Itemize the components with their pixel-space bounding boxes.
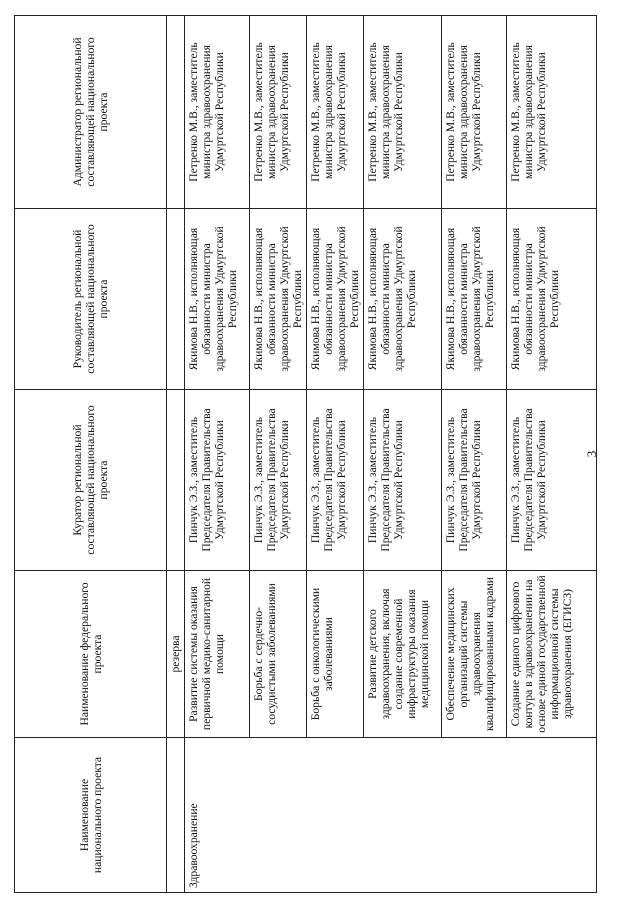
federal-project-name: Развитие системы оказания первичной медико-санитарной помощи xyxy=(185,571,250,738)
head-cell: Якимова Н.В., исполняющая обязанности министра здравоохранения Удмуртской Республики xyxy=(307,209,364,390)
table-cell xyxy=(167,209,185,390)
table-cell xyxy=(167,390,185,571)
head-cell: Якимова Н.В., исполняющая обязанности министра здравоохранения Удмуртской Республики xyxy=(185,209,250,390)
projects-table xyxy=(14,15,597,893)
table-cell xyxy=(167,16,185,209)
header-curator: Куратор региональной составляющей национального проекта xyxy=(15,390,167,571)
federal-project-name: Создание единого цифрового контура в здравоохранении на основе единой государственной информационной системы здравоохранения (ЕГИСЗ) xyxy=(507,571,597,738)
head-cell: Якимова Н.В., исполняющая обязанности министра здравоохранения Удмуртской Республики xyxy=(507,209,597,390)
administrator-cell: Петренко М.В., заместитель министра здравоохранения Удмуртской Республики xyxy=(442,16,507,209)
head-cell: Якимова Н.В., исполняющая обязанности министра здравоохранения Удмуртской Республики xyxy=(442,209,507,390)
head-cell: Якимова Н.В., исполняющая обязанности министра здравоохранения Удмуртской Республики xyxy=(250,209,307,390)
federal-project-name: Борьба с сердечно-сосудистыми заболеваниями xyxy=(250,571,307,738)
administrator-cell: Петренко М.В., заместитель министра здравоохранения Удмуртской Республики xyxy=(364,16,442,209)
national-project-name: Здравоохранение xyxy=(185,738,597,893)
administrator-cell: Петренко М.В., заместитель министра здравоохранения Удмуртской Республики xyxy=(185,16,250,209)
table-row xyxy=(185,16,250,893)
curator-cell: Пинчук Э.З., заместитель Председателя Правительства Удмуртской Республики xyxy=(442,390,507,571)
header-federal-project: Наименование федерального проекта xyxy=(15,571,167,738)
reserve-label: резерва xyxy=(167,571,185,738)
federal-project-name: Развитие детского здравоохранения, включая создание современной инфраструктуры оказания медицинской помощи xyxy=(364,571,442,738)
page-number: 3 xyxy=(584,450,599,458)
table-row-reserve xyxy=(167,16,185,893)
table-header-row xyxy=(15,16,167,893)
administrator-cell: Петренко М.В., заместитель министра здравоохранения Удмуртской Республики xyxy=(507,16,597,209)
curator-cell: Пинчук Э.З., заместитель Председателя Правительства Удмуртской Республики xyxy=(185,390,250,571)
federal-project-name: Обеспечение медицинских организаций системы здравоохранения квалифицированными кадрами xyxy=(442,571,507,738)
curator-cell: Пинчук Э.З., заместитель Председателя Правительства Удмуртской Республики xyxy=(364,390,442,571)
administrator-cell: Петренко М.В., заместитель министра здравоохранения Удмуртской Республики xyxy=(307,16,364,209)
curator-cell: Пинчук Э.З., заместитель Председателя Правительства Удмуртской Республики xyxy=(507,390,597,571)
federal-project-name: Борьба с онкологическими заболеваниями xyxy=(307,571,364,738)
administrator-cell: Петренко М.В., заместитель министра здравоохранения Удмуртской Республики xyxy=(250,16,307,209)
curator-cell: Пинчук Э.З., заместитель Председателя Правительства Удмуртской Республики xyxy=(307,390,364,571)
table-cell xyxy=(167,738,185,893)
head-cell: Якимова Н.В., исполняющая обязанности министра здравоохранения Удмуртской Республики xyxy=(364,209,442,390)
curator-cell: Пинчук Э.З., заместитель Председателя Правительства Удмуртской Республики xyxy=(250,390,307,571)
header-administrator: Администратор региональной составляющей национального проекта xyxy=(15,16,167,209)
header-national-project: Наименование национального проекта xyxy=(15,738,167,893)
header-head: Руководитель региональной составляющей национального проекта xyxy=(15,209,167,390)
